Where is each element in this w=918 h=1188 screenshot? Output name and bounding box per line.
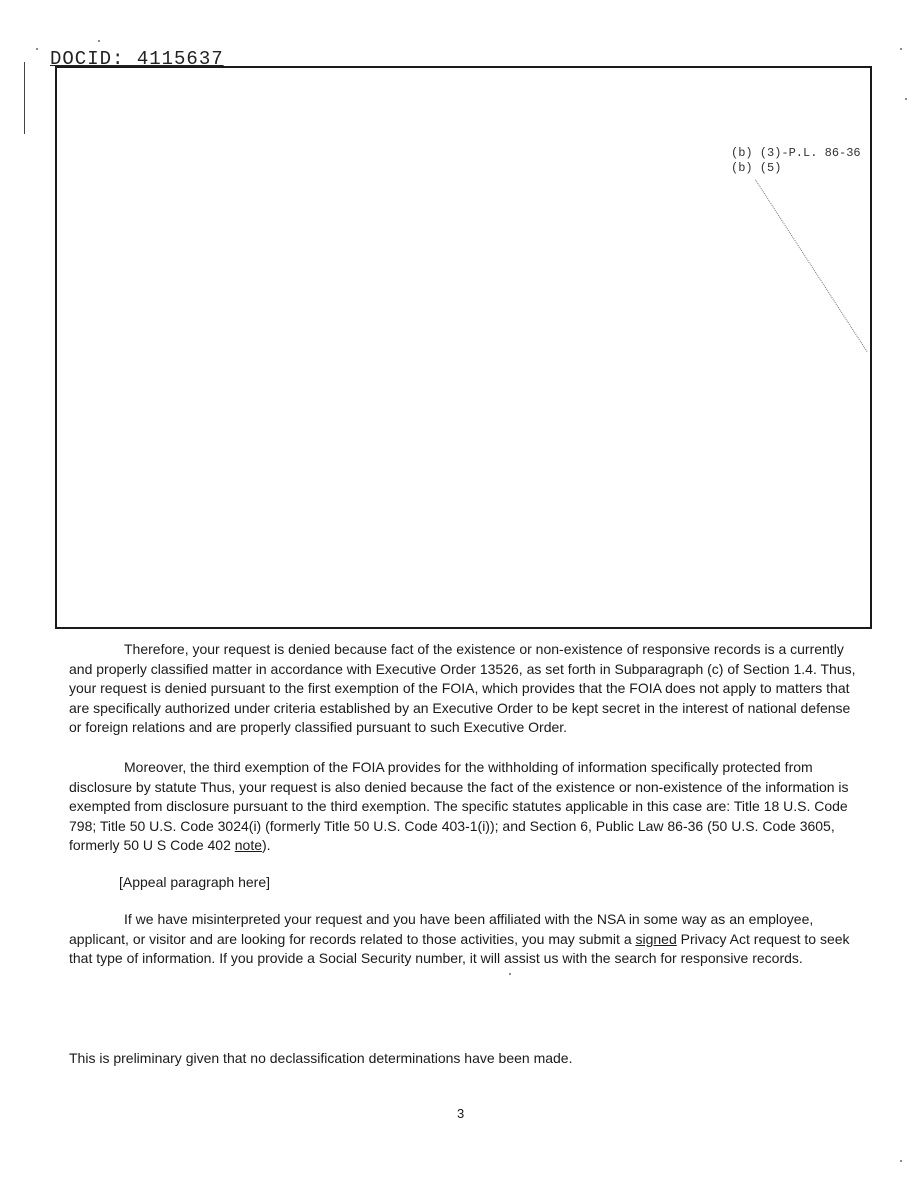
paragraph-text-end: Privacy Act request to seek that type of information. If you provide a Social Security number, it will assist us with the search for responsive records. [69,930,850,966]
preliminary-note: This is preliminary given that no declassification determinations have been made. [69,1050,573,1066]
exemption-code-2: (b) (5) [731,161,782,175]
paragraph-text: Moreover, the third exemption of the FOIA provides for the withholding of information specifically protected from disclosure by statute Thus, your request is also denied because the fact of the existence or non-existence of the information is exempted from disclosure pursuant to the third exemption. The specific statutes applicable in this case are: Title 18 U.S. Code 798; Title 50 U.S. Code 3024(i) (formerly Title 50 U.S. Code 403-1(i)); and Section 6, Public Law 86-36 (50 U.S. Code 3605, formerly 50 U S Code 402 [69,759,849,853]
paragraph-text: Therefore, your request is denied because fact of the existence or non-existence of responsive records is a currently and properly classified matter in accordance with Executive Order 13526, as set forth in Subparagraph (c) of Section 1.4. Thus, your request is denied pursuant to the first exemption of the FOIA, which provides that the FOIA does not apply to matters that are specifically authorized under criteria established by an Executive Order to be kept secret in the interest of national defense or foreign relations and are properly classified pursuant to such Executive Order. [69,641,856,735]
note-link: note [234,837,262,853]
exemption-codes [731,146,861,176]
scan-speck [98,40,100,42]
margin-mark [24,62,25,134]
scan-speck [900,48,902,50]
scan-speck [900,1160,902,1162]
exemption-code-1: (b) (3)-P.L. 86-36 [731,146,861,160]
paragraph-text-end: ). [262,837,271,853]
page-number: 3 [457,1106,465,1121]
paragraph-classification [69,640,862,738]
appeal-placeholder: [Appeal paragraph here] [119,874,270,890]
signed-emphasis: signed [635,930,677,947]
paragraph-text: If we have misinterpreted your request and you have been affiliated with the NSA in some way as an employee, applicant, or visitor and are looking for records related to those activities, you may submit a [69,911,814,947]
scan-speck [905,98,907,100]
paragraph-third-exemption [69,758,862,856]
document-id: DOCID: 4115637 [50,48,224,70]
scan-speck [509,973,511,975]
scan-speck [36,48,38,50]
paragraph-privacy-act [69,910,862,969]
